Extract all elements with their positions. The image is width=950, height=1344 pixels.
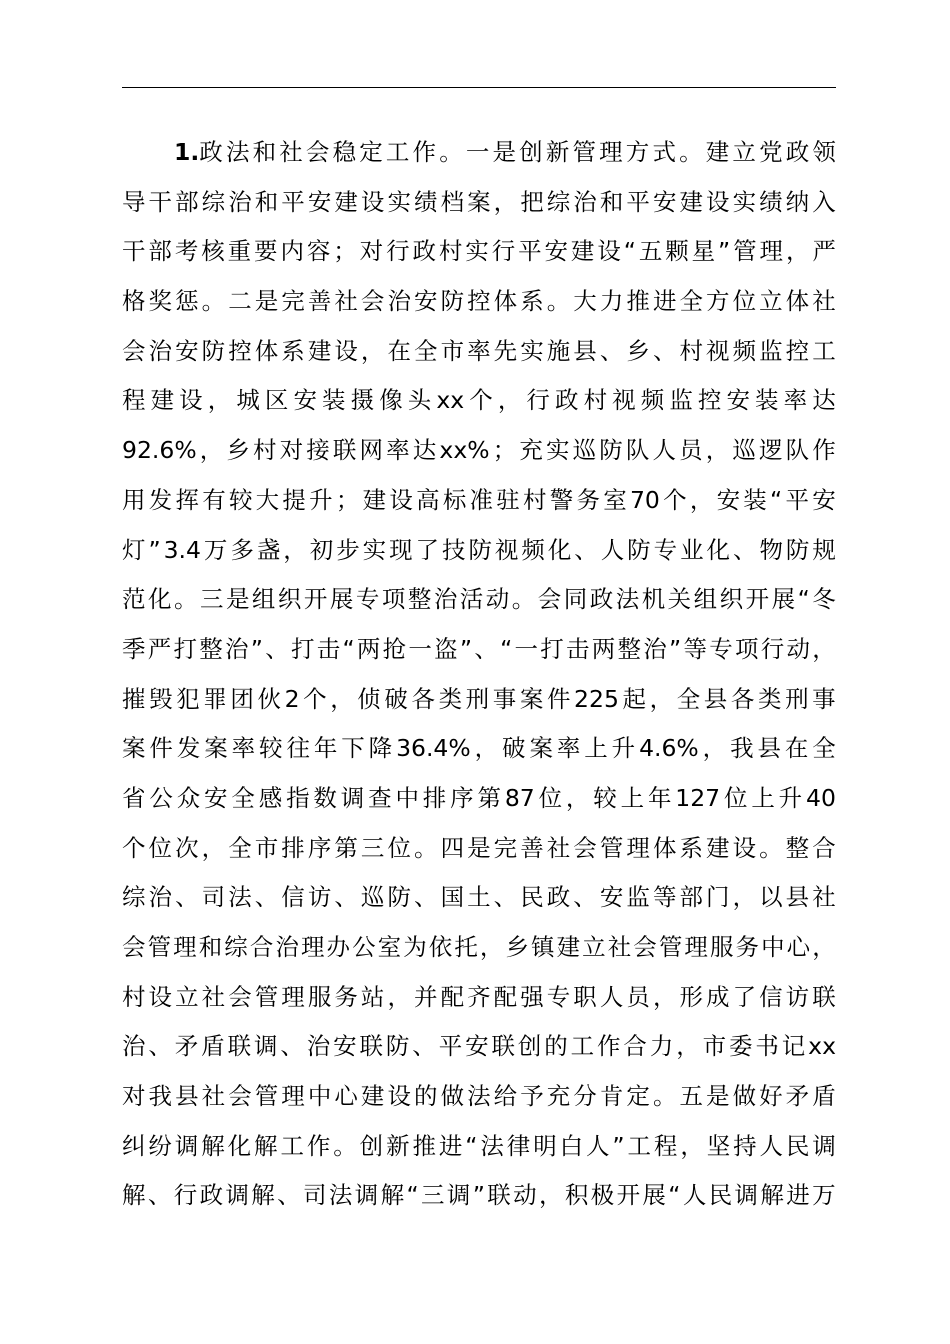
paragraph-line-18	[122, 973, 836, 1023]
line-text-split: 程 建 设 ， 城 区 安 装 摄 像 头 xx 个 ， 行 政 村 视 频 监 控 安 装 率 达	[122, 386, 836, 415]
line-text-split: 导 干 部 综 治 和 平 安 建 设 实 绩 档 案 ， 把 综 治 和 平 安 建 设 实 绩 纳 入	[122, 187, 836, 216]
paragraph-line-9	[122, 526, 836, 576]
paragraph-line-10	[122, 575, 836, 625]
line-text-split: 格 奖 惩 。 二 是 完 善 社 会 治 安 防 控 体 系 。 大 力 推 进 全 方 位 立 体 社	[122, 287, 836, 316]
paragraph-line-8	[122, 476, 836, 526]
line-text-split: 解 、 行 政 调 解 、 司 法 调 解 “ 三 调 ” 联 动 ， 积 极 开 展 “ 人 民 调 解 进 万	[122, 1181, 836, 1210]
paragraph-line-6	[122, 376, 836, 426]
paragraph-line-20	[122, 1072, 836, 1122]
paragraph-line-2	[122, 178, 836, 228]
paragraph-indent	[122, 128, 174, 178]
paragraph-line-22	[122, 1171, 836, 1221]
paragraph-line-16	[122, 873, 836, 923]
paragraph-line-5	[122, 327, 836, 377]
line-text-split: 干 部 考 核 重 要 内 容 ； 对 行 政 村 实 行 平 安 建 设 “ 五 颗 星 ” 管 理 ， 严	[122, 237, 836, 266]
paragraph-line-1	[122, 128, 836, 178]
paragraph-line-17	[122, 923, 836, 973]
paragraph-line-11	[122, 625, 836, 675]
line-text-split: 灯 ” 3.4 万 多 盏 ， 初 步 实 现 了 技 防 视 频 化 、 人 防 专 业 化 、 物 防 规	[122, 535, 836, 564]
paragraph-line-7	[122, 426, 836, 476]
line-text-split: 个 位 次 ， 全 市 排 序 第 三 位 。 四 是 完 善 社 会 管 理 体 系 建 设 。 整 合	[122, 833, 836, 862]
document-body	[122, 128, 836, 1221]
line-text-split: 综 治 、 司 法 、 信 访 、 巡 防 、 国 土 、 民 政 、 安 监 等 部 门 ， 以 县 社	[122, 883, 836, 912]
line-text-split: 对 我 县 社 会 管 理 中 心 建 设 的 做 法 给 予 充 分 肯 定 。 五 是 做 好 矛 盾	[122, 1082, 836, 1111]
line-text-split: 92.6% ， 乡 村 对 接 联 网 率 达 xx% ； 充 实 巡 防 队 人 员 ， 巡 逻 队 作	[122, 436, 836, 465]
paragraph-line-15	[122, 824, 836, 874]
line-text-split: 治 、 矛 盾 联 调 、 治 安 联 防 、 平 安 联 创 的 工 作 合 力 ， 市 委 书 记 xx	[122, 1032, 836, 1061]
line-text-split: 用 发 挥 有 较 大 提 升 ； 建 设 高 标 准 驻 村 警 务 室 70 个 ， 安 装 “ 平 安	[122, 485, 836, 514]
line-text-split: 摧 毁 犯 罪 团 伙 2 个 ， 侦 破 各 类 刑 事 案 件 225 起 ， 全 县 各 类 刑 事	[122, 684, 836, 713]
paragraph-line-13	[122, 724, 836, 774]
line-text-split: 会 治 安 防 控 体 系 建 设 ， 在 全 市 率 先 实 施 县 、 乡 、 村 视 频 监 控 工	[122, 336, 836, 365]
paragraph-line-3	[122, 227, 836, 277]
line-text-split: 省 公 众 安 全 感 指 数 调 查 中 排 序 第 87 位 ， 较 上 年 127 位 上 升 40	[122, 783, 836, 812]
line-text-split: 会 管 理 和 综 合 治 理 办 公 室 为 依 托 ， 乡 镇 建 立 社 会 管 理 服 务 中 心 ，	[122, 933, 836, 961]
paragraph-line-12	[122, 675, 836, 725]
paragraph-line-19	[122, 1022, 836, 1072]
line-text-split: 纠 纷 调 解 化 解 工 作 。 创 新 推 进 “ 法 律 明 白 人 ” 工 程 ， 坚 持 人 民 调	[122, 1131, 836, 1160]
paragraph-line-14	[122, 774, 836, 824]
line-text-split: 案 件 发 案 率 较 往 年 下 降 36.4% ， 破 案 率 上 升 4.6% ， 我 县 在 全	[122, 734, 836, 763]
line-text-split: 政 法 和 社 会 稳 定 工 作 。 一 是 创 新 管 理 方 式 。 建 立 党 政 领	[199, 138, 836, 166]
line-text-split: 范 化 。 三 是 组 织 开 展 专 项 整 治 活 动 。 会 同 政 法 机 关 组 织 开 展 “ 冬	[122, 585, 836, 614]
paragraph-line-21	[122, 1122, 836, 1172]
paragraph-line-4	[122, 277, 836, 327]
line-text-split: 季 严 打 整 治 ” 、 打 击 “ 两 抢 一 盗 ” 、 “ 一 打 击 两 整 治 ” 等 专 项 行 动 ，	[122, 634, 836, 663]
line-text-split: 村 设 立 社 会 管 理 服 务 站 ， 并 配 齐 配 强 专 职 人 员 ， 形 成 了 信 访 联	[122, 982, 836, 1011]
section-number: 1.	[174, 138, 200, 166]
header-rule	[122, 87, 836, 88]
